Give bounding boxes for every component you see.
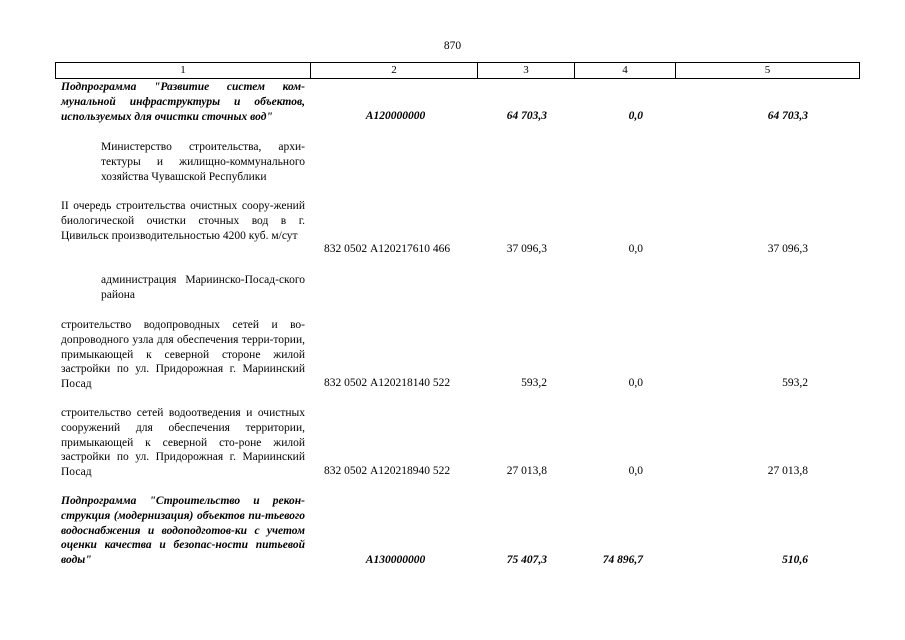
- row-code: 832 0502 А120218940 522: [324, 465, 451, 477]
- row-code: А130000000: [365, 554, 426, 566]
- row-value-3: 37 096,3: [506, 243, 547, 255]
- row-value-4: 0,0: [628, 243, 643, 255]
- row-value-5: 27 013,8: [767, 465, 808, 477]
- row-name: Подпрограмма "Развитие систем ком-мунальной инфраструктуры и объектов, используемых для очистки сточных вод": [61, 81, 305, 123]
- column-header-3: 3: [478, 63, 575, 78]
- row-code: А120000000: [365, 110, 426, 122]
- row-value-5: 64 703,3: [767, 110, 808, 122]
- row-value-4: 0,0: [628, 110, 643, 122]
- row-name: Министерство строительства, архи-тектуры и жилищно-коммунального хозяйства Чувашской Республики: [101, 141, 305, 183]
- row-name: Подпрограмма "Строительство и рекон-струкция (модернизация) объектов пи-тьевого водоснабжения и водоподготов-ки с учетом оценки качества и безопас-ности питьевой воды": [61, 495, 305, 567]
- row-value-3: 64 703,3: [506, 110, 547, 122]
- column-header-1: 1: [56, 63, 311, 78]
- row-value-5: 593,2: [782, 377, 808, 389]
- row-value-5: 510,6: [782, 554, 808, 566]
- row-code: 832 0502 А120217610 466: [324, 243, 451, 255]
- row-value-4: 74 896,7: [602, 554, 643, 566]
- row-value-5: 37 096,3: [767, 243, 808, 255]
- table-header: [55, 62, 860, 79]
- column-header-5: 5: [764, 64, 771, 76]
- column-header-2: 2: [311, 63, 478, 78]
- row-value-3: 593,2: [521, 377, 547, 389]
- row-value-3: 27 013,8: [506, 465, 547, 477]
- row-name: строительство сетей водоотведения и очистных сооружений для обеспечения территории, примыкающей к северной сто-роне жилой застройки по ул. Придорожная г. Мариинский Посад: [61, 407, 305, 479]
- row-value-4: 0,0: [628, 465, 643, 477]
- row-value-3: 75 407,3: [506, 554, 547, 566]
- row-name: строительство водопроводных сетей и во-допроводного узла для обеспечения терри-тории, примыкающей к северной стороне жилой застройки по ул. Придорожная г. Мариинский Посад: [61, 319, 305, 391]
- column-header-4: 4: [575, 63, 676, 78]
- row-name: II очередь строительства очистных соору-жений биологической очистки сточных вод в г. Цивильск производительностью 4200 куб. м/сут: [61, 200, 305, 242]
- row-name: администрация Мариинско-Посад-ского района: [101, 274, 305, 301]
- row-code: 832 0502 А120218140 522: [324, 377, 451, 389]
- row-value-4: 0,0: [628, 377, 643, 389]
- page-number: 870: [443, 40, 462, 52]
